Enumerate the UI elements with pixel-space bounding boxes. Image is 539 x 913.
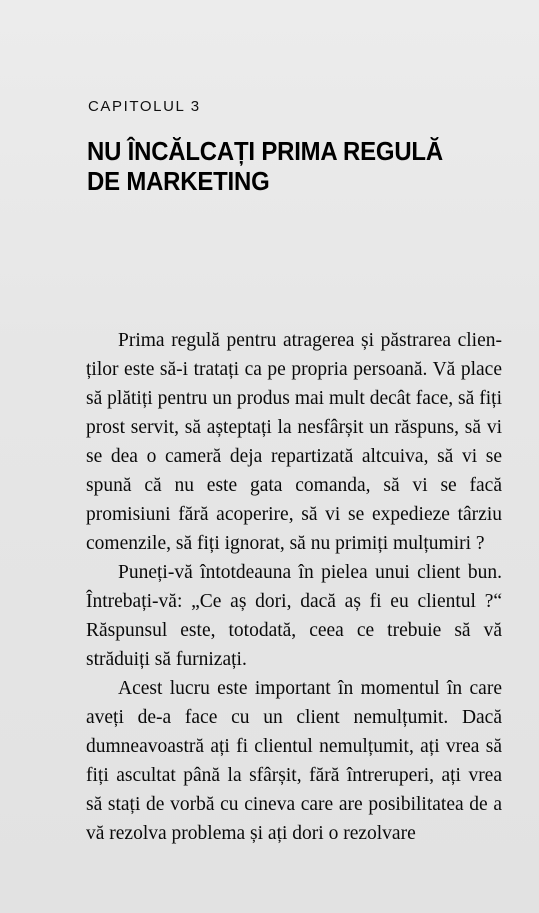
chapter-label: CAPITOLUL 3 (88, 98, 201, 115)
paragraph: Acest lucru este important în momentul în care aveți de-a face cu un client nemulțumit. Dacă dumneavoastră ați fi clientul nemulțumit, ați vrea să fiți ascultat până la sfârșit, fără întreruperi, ați vrea să stați de vorbă cu cineva care are posibilitatea de a vă rezolva problema și ați dori o rezolvare (86, 678, 502, 844)
paragraph: Puneți-vă întotdeauna în pielea unui client bun. Întrebați-vă: „Ce aș dori, dacă aș fi eu clientul ?“ Răspunsul este, totodată, ceea ce trebuie să vă străduiți să furnizați. (86, 562, 502, 670)
chapter-title: NU ÎNCĂLCAȚI PRIMA REGULĂ DE MARKETING (87, 136, 443, 196)
paragraph: Prima regulă pentru atragerea și păstrarea clienților este să-i tratați ca pe propria persoană. Vă place să plătiți pentru un produs mai mult decât face, să fiți prost servit, să așteptați la nesfârșit un răspuns, să vi se dea o cameră deja repartizată altcuiva, să vi se spună că nu este gata comanda, să vi se facă promisiuni fără acoperire, să vi se expedieze târziu comenzile, să fiți ignorat, să nu primiți mulțumiri ? (86, 330, 502, 554)
body-text (86, 326, 502, 848)
